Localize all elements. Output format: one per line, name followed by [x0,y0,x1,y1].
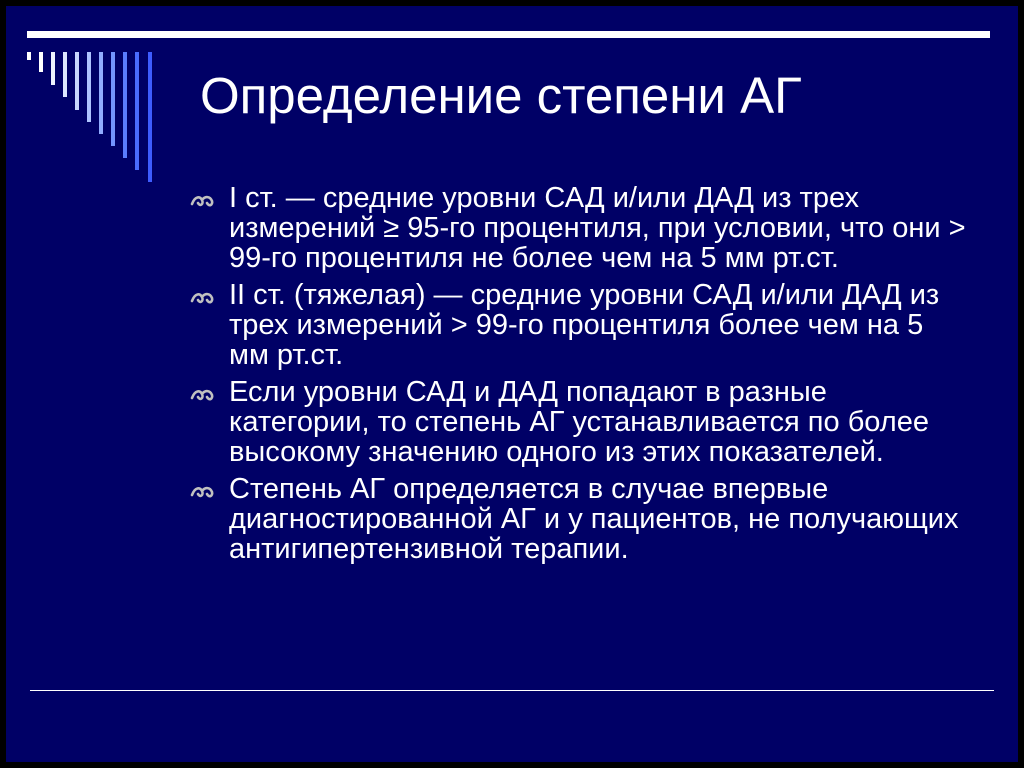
decorative-stripe [111,52,115,146]
bullet-text: Степень АГ определяется в случае впервые диагностированной АГ и у пациентов, не получающих антигипертензивной терапии. [229,473,959,565]
bullet-item [190,183,970,273]
bullet-item [190,280,970,370]
bottom-rule [30,690,994,691]
swirl-bullet-icon [190,387,216,403]
top-rule [27,31,990,38]
swirl-bullet-icon [190,290,216,306]
decorative-stripe [51,52,55,85]
decorative-stripe [123,52,127,158]
bullet-text: II ст. (тяжелая) — средние уровни САД и/или ДАД из трех измерений > 99-го процентиля более чем на 5 мм рт.ст. [229,279,940,371]
bullet-text: Если уровни САД и ДАД попадают в разные категории, то степень АГ устанавливается по более высокому значению одного из этих показателей. [229,376,929,468]
bullet-item [190,377,970,467]
bullet-item [190,474,970,564]
decorative-stripe [27,52,31,60]
decorative-stripe [135,52,139,170]
decorative-stripe [99,52,103,134]
swirl-bullet-icon [190,484,216,500]
slide-title: Определение степени АГ [200,67,802,124]
decorative-stripe [39,52,43,72]
decorative-stripe [63,52,67,97]
decorative-stripe [148,52,152,182]
decorative-stripe [87,52,91,122]
bullet-list [190,183,970,571]
swirl-bullet-icon [190,193,216,209]
decorative-stripe [75,52,79,110]
bullet-text: I ст. — средние уровни САД и/или ДАД из трех измерений ≥ 95-го процентиля, при условии, что они > 99-го процентиля не более чем на 5 мм рт.ст. [229,182,966,274]
